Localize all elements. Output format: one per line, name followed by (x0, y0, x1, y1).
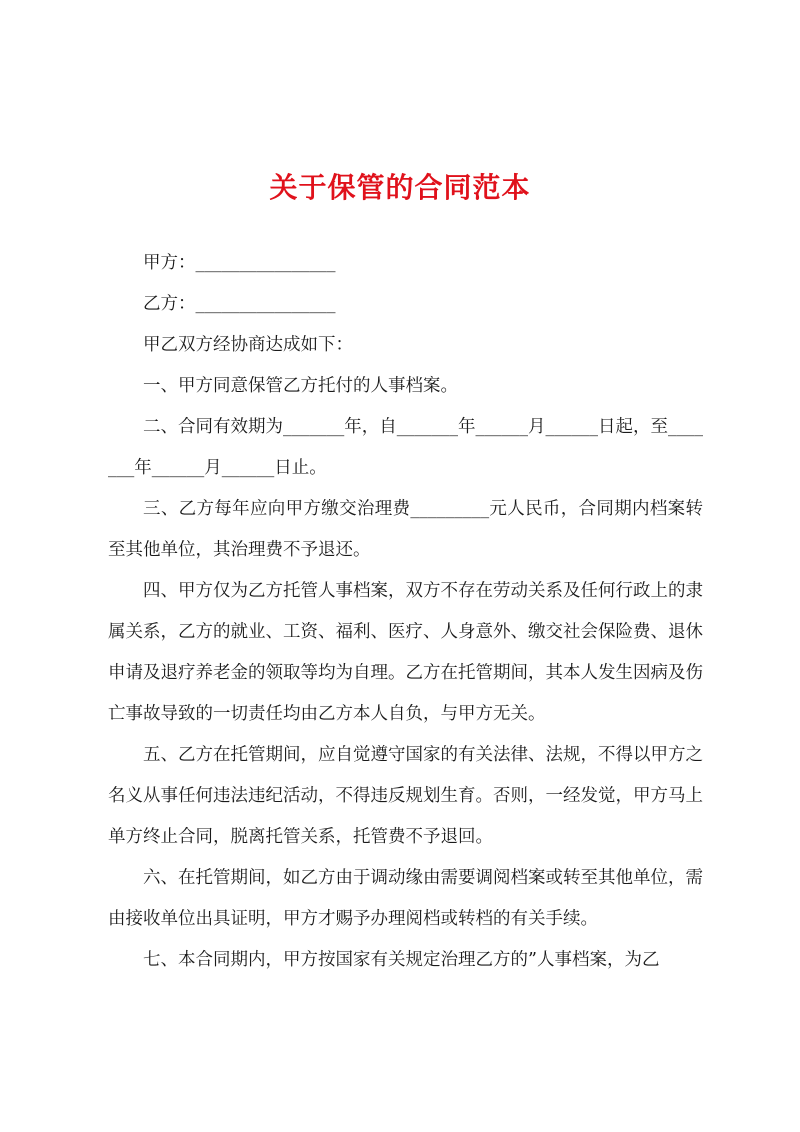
clause-5: 五、乙方在托管期间，应自觉遵守国家的有关法律、法规，不得以甲方之名义从事任何违法违纪活动，不得违反规划生育。否则，一经发觉，甲方马上单方终止合同，脱离托管关系，托管费不予退回。 (108, 745, 703, 847)
document-title: 关于保管的合同范本 (269, 171, 531, 204)
document-body (108, 243, 703, 981)
clause-1: 一、甲方同意保管乙方托付的人事档案。 (143, 376, 458, 396)
clause-2: 二、合同有效期为_______年，自_______年______月______日起，至_______年______月______日止。 (108, 417, 703, 478)
clause-4: 四、甲方仅为乙方托管人事档案，双方不存在劳动关系及任何行政上的隶属关系，乙方的就业、工资、福利、医疗、人身意外、缴交社会保险费、退休申请及退疗养老金的领取等均为自理。乙方在托管期间，其本人发生因病及伤亡事故导致的一切责任均由乙方本人自负，与甲方无关。 (108, 581, 703, 724)
clause-6: 六、在托管期间，如乙方由于调动缘由需要调阅档案或转至其他单位，需由接收单位出具证明，甲方才赐予办理阅档或转档的有关手续。 (108, 868, 703, 929)
clause-3: 三、乙方每年应向甲方缴交治理费_________元人民币，合同期内档案转至其他单位，其治理费不予退还。 (108, 499, 703, 560)
party-a-line: 甲方：________________ (143, 253, 336, 273)
intro-paragraph: 甲乙双方经协商达成如下： (143, 335, 353, 355)
clause-7: 七、本合同期内，甲方按国家有关规定治理乙方的”人事档案，为乙 (143, 950, 660, 970)
party-b-line: 乙方：________________ (143, 294, 336, 314)
